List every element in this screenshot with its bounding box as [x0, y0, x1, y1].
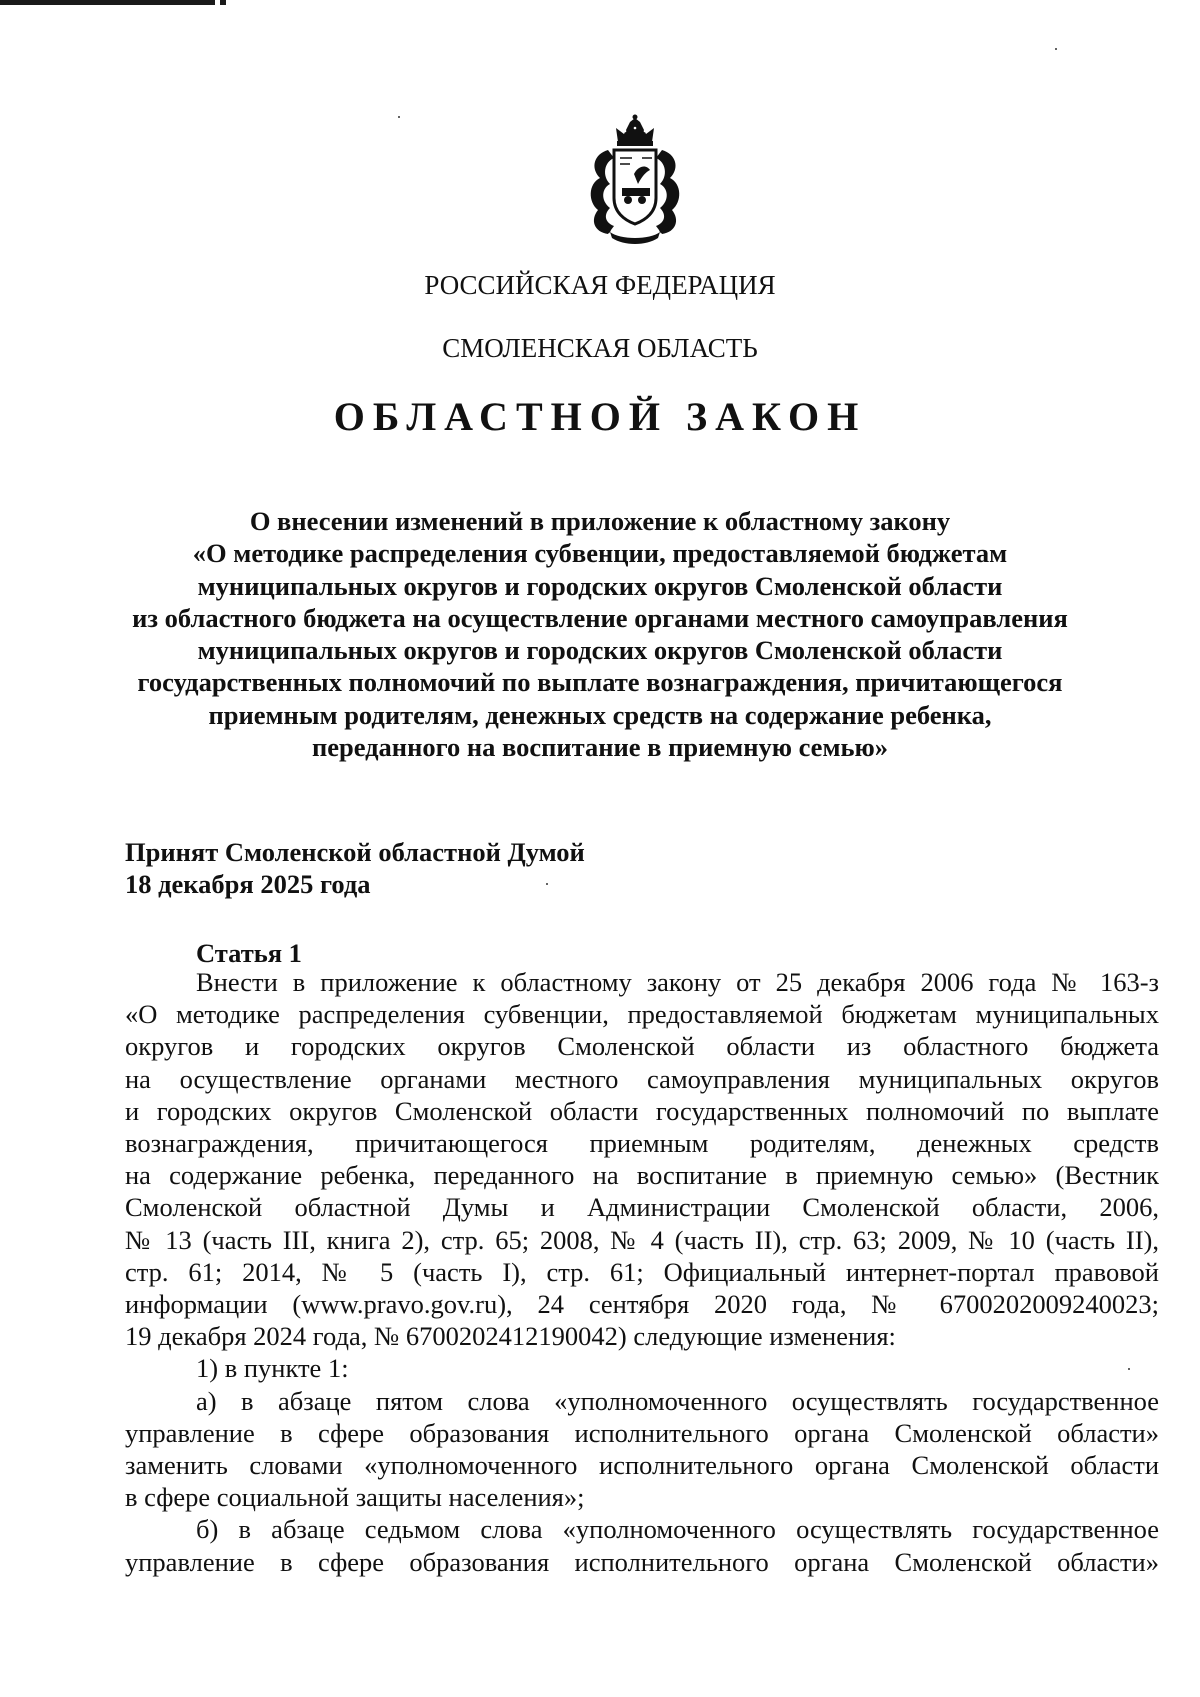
- body-line: № 13 (часть III, книга 2), стр. 65; 2008, № 4 (часть II), стр. 63; 2009, № 10 (часть II),: [125, 1224, 1159, 1255]
- body-line: Внести в приложение к областному закону от 25 декабря 2006 года № 163-з: [196, 967, 1159, 997]
- list-item: 1) в пункте 1:: [196, 1353, 349, 1384]
- scan-speck: [1128, 1368, 1130, 1370]
- body-line: на содержание ребенка, переданного на воспитание в приемную семью» (Вестник: [125, 1160, 1159, 1191]
- scan-edge-mark: [0, 0, 215, 5]
- body-line: округов и городских округов Смоленской области из областного бюджета: [125, 1031, 1159, 1062]
- scan-speck: [546, 883, 548, 885]
- body-line: информации (www.pravo.gov.ru), 24 сентября 2020 года, № 6700202009240023;: [125, 1289, 1159, 1320]
- body-line: в сфере социальной защиты населения»;: [125, 1482, 585, 1513]
- sub-item: а) в абзаце пятом слова «уполномоченного осуществлять государственное: [196, 1385, 1159, 1416]
- body-line: 19 декабря 2024 года, № 6700202412190042) следующие изменения:: [125, 1321, 896, 1352]
- adoption-date: 18 декабря 2025 года: [125, 869, 371, 899]
- scan-edge-mark: [220, 0, 226, 5]
- law-title-line: государственных полномочий по выплате вознаграждения, причитающегося: [137, 667, 1063, 698]
- body-line: Смоленской областной Думы и Администрации Смоленской области, 2006,: [125, 1192, 1159, 1223]
- law-title: [100, 505, 1100, 763]
- law-title-line: муниципальных округов и городских округов Смоленской области: [197, 570, 1003, 601]
- law-title-line: переданного на воспитание в приемную семью»: [311, 732, 889, 763]
- article-body: [125, 966, 1159, 1578]
- body-line: на осуществление органами местного самоуправления муниципальных округов: [125, 1063, 1159, 1094]
- body-line: вознаграждения, причитающегося приемным родителям, денежных средств: [125, 1128, 1159, 1159]
- document-type-heading: ОБЛАСТНОЙ ЗАКОН: [333, 394, 867, 439]
- region-heading: СМОЛЕНСКАЯ ОБЛАСТЬ: [442, 333, 758, 363]
- law-title-line: из областного бюджета на осуществление органами местного самоуправления: [132, 602, 1068, 633]
- body-line: стр. 61; 2014, № 5 (часть I), стр. 61; Официальный интернет-портал правовой: [125, 1256, 1159, 1287]
- law-title-line: О внесении изменений в приложение к областному закону: [249, 506, 951, 536]
- law-title-line: приемным родителям, денежных средств на содержание ребенка,: [208, 699, 992, 730]
- sub-item: б) в абзаце седьмом слова «уполномоченного осуществлять государственное: [196, 1514, 1159, 1545]
- smolensk-coat-of-arms-icon: [580, 114, 690, 246]
- scan-speck: [398, 116, 400, 118]
- adoption-note: [125, 836, 585, 900]
- body-line: управление в сфере образования исполнительного органа Смоленской области»: [125, 1417, 1159, 1448]
- body-line: «О методике распределения субвенции, предоставляемой бюджетам муниципальных: [125, 999, 1159, 1030]
- article-heading: Статья 1: [196, 938, 302, 968]
- body-line: и городских округов Смоленской области государственных полномочий по выплате: [125, 1095, 1159, 1126]
- scan-speck: [1055, 48, 1057, 50]
- country-heading: РОССИЙСКАЯ ФЕДЕРАЦИЯ: [424, 270, 776, 300]
- law-title-line: муниципальных округов и городских округов Смоленской области: [197, 635, 1003, 666]
- adoption-body: Принят Смоленской областной Думой: [125, 837, 585, 867]
- body-line: заменить словами «уполномоченного исполнительного органа Смоленской области: [125, 1450, 1159, 1481]
- body-line: управление в сфере образования исполнительного органа Смоленской области»: [125, 1546, 1159, 1577]
- law-title-line: «О методике распределения субвенции, предоставляемой бюджетам: [192, 538, 1008, 569]
